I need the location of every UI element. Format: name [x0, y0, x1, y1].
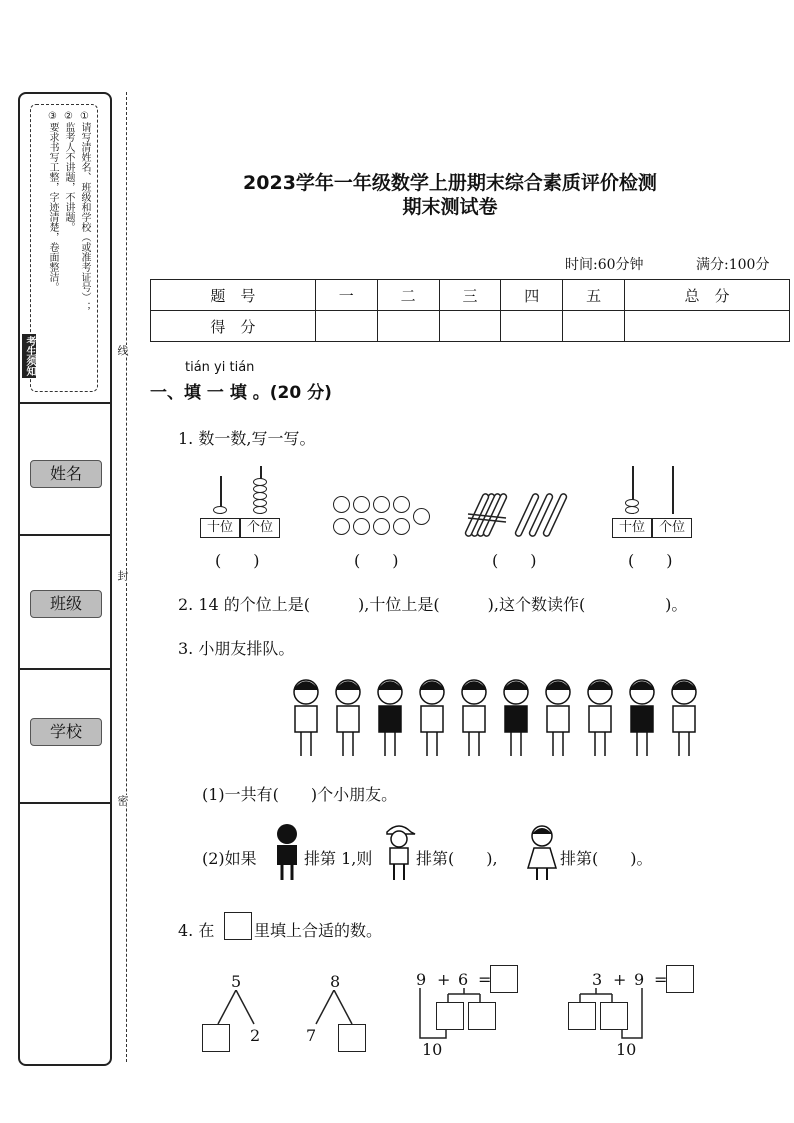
- score-input-cell[interactable]: [315, 311, 377, 342]
- cut-word-seal: 封: [116, 570, 129, 581]
- table-cell: 一: [315, 280, 377, 311]
- eq-1-op: +: [437, 970, 451, 989]
- time-info: 时间:60分钟: [565, 257, 644, 273]
- cut-word-line: 线: [116, 345, 129, 356]
- notice-line-3: ③要求书写工整，字迹清楚，卷面整洁。: [47, 111, 58, 292]
- exam-title: 2023学年一年级数学上册期末综合素质评价检测: [243, 172, 657, 194]
- question-3-sub-2-a: (2)如果: [202, 849, 257, 868]
- child-figure: [420, 680, 444, 756]
- cut-word-secret: 密: [116, 795, 129, 806]
- circles-group: [333, 496, 443, 542]
- tree-2-left: 7: [306, 1026, 317, 1045]
- notice-title: 考生须知: [24, 336, 35, 376]
- child-icon: [270, 822, 304, 884]
- child-figure: [672, 680, 696, 756]
- abacus-2: [612, 466, 694, 546]
- binding-strip: [18, 92, 112, 1066]
- tens-place: 十位: [200, 518, 240, 538]
- answer-box[interactable]: [338, 1024, 366, 1052]
- question-1: 1. 数一数,写一写。: [178, 429, 316, 448]
- child-figure: [294, 680, 318, 756]
- school-label: 学校: [30, 718, 102, 746]
- girl-icon: [524, 822, 560, 884]
- answer-box[interactable]: [436, 1002, 464, 1030]
- table-cell: 二: [377, 280, 439, 311]
- notice-line-2: ②监考人不讲题，不讲题。: [63, 111, 74, 232]
- tree-2-top: 8: [330, 972, 341, 991]
- divider: [20, 402, 110, 404]
- eq-1-ten: 10: [422, 1040, 443, 1059]
- child-figure: [504, 680, 528, 756]
- score-table: [150, 279, 790, 342]
- ones-place: 个位: [652, 518, 692, 538]
- eq-1-a: 9: [416, 970, 427, 989]
- answer-blank[interactable]: ( ): [354, 551, 399, 570]
- notice-box: [30, 104, 98, 392]
- question-3: 3. 小朋友排队。: [178, 639, 295, 658]
- question-3-sub-2-d: 排第( )。: [560, 849, 653, 868]
- notice-line-1: ①请写清姓名、班级和学校（或准考证号）；: [79, 111, 90, 312]
- score-input-cell[interactable]: [377, 311, 439, 342]
- full-score-info: 满分:100分: [696, 257, 770, 273]
- eq-1-equals: =: [478, 970, 492, 989]
- sticks-icon: [462, 488, 577, 544]
- eq-2-equals: =: [654, 970, 668, 989]
- table-row: [151, 311, 790, 342]
- eq-2-ten: 10: [616, 1040, 637, 1059]
- class-label: 班级: [30, 590, 102, 618]
- divider: [20, 534, 110, 536]
- table-cell: 题 号: [151, 280, 316, 311]
- answer-blank[interactable]: ( ): [628, 551, 673, 570]
- exam-subtitle: 期末测试卷: [402, 196, 498, 218]
- score-input-cell[interactable]: [501, 311, 563, 342]
- question-3-sub-2-b: 排第 1,则: [304, 849, 373, 868]
- question-4-a: 4. 在: [178, 921, 215, 940]
- child-figure: [588, 680, 612, 756]
- eq-2-b: 9: [634, 970, 645, 989]
- answer-box[interactable]: [600, 1002, 628, 1030]
- table-cell: 四: [501, 280, 563, 311]
- answer-blank[interactable]: ( ): [492, 551, 537, 570]
- question-3-sub-2-c: 排第( ),: [416, 849, 498, 868]
- tree-1-top: 5: [231, 972, 242, 991]
- score-input-cell[interactable]: [439, 311, 501, 342]
- table-cell: 三: [439, 280, 501, 311]
- answer-box[interactable]: [666, 965, 694, 993]
- answer-box[interactable]: [568, 1002, 596, 1030]
- question-2: 2. 14 的个位上是( ),十位上是( ),这个数读作( )。: [178, 595, 688, 614]
- eq-2-op: +: [613, 970, 627, 989]
- divider: [20, 668, 110, 670]
- tree-1-right: 2: [250, 1026, 261, 1045]
- table-cell: 得 分: [151, 311, 316, 342]
- table-cell: 五: [563, 280, 625, 311]
- ones-place: 个位: [240, 518, 280, 538]
- child-figure: [630, 680, 654, 756]
- children-queue-image: [286, 676, 711, 762]
- eq-2-a: 3: [592, 970, 603, 989]
- tens-place: 十位: [612, 518, 652, 538]
- answer-box-sample: [224, 912, 252, 940]
- section-pinyin: tián yi tián: [185, 360, 255, 375]
- answer-box[interactable]: [468, 1002, 496, 1030]
- split-lines: [308, 990, 368, 1026]
- table-row: [151, 280, 790, 311]
- question-4-b: 里填上合适的数。: [254, 921, 383, 940]
- child-with-cap-icon: [382, 822, 416, 884]
- child-figure: [546, 680, 570, 756]
- abacus-1: [200, 466, 282, 546]
- name-label: 姓名: [30, 460, 102, 488]
- child-figure: [462, 680, 486, 756]
- child-figure: [336, 680, 360, 756]
- score-input-cell[interactable]: [563, 311, 625, 342]
- answer-box[interactable]: [202, 1024, 230, 1052]
- child-figure: [378, 680, 402, 756]
- divider: [20, 802, 110, 804]
- question-3-sub-1: (1)一共有( )个小朋友。: [202, 785, 398, 804]
- answer-blank[interactable]: ( ): [215, 551, 260, 570]
- eq-1-b: 6: [458, 970, 469, 989]
- score-input-cell[interactable]: [625, 311, 790, 342]
- section-heading: 一、填 一 填 。(20 分): [150, 383, 332, 403]
- split-lines: [210, 990, 270, 1026]
- table-cell: 总 分: [625, 280, 790, 311]
